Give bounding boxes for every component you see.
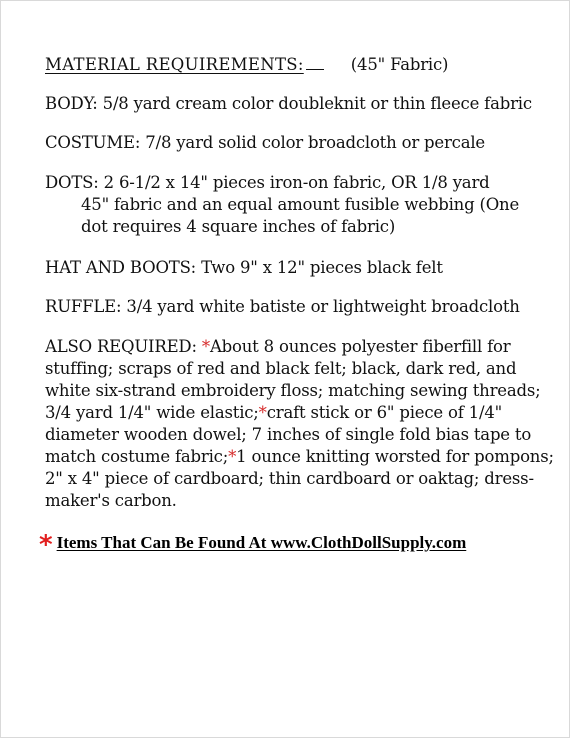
also-line-7: 2" x 4" piece of cardboard; thin cardboard or oaktag; dress- <box>45 469 534 488</box>
also-line-1 <box>45 336 555 358</box>
supply-marker: * <box>228 447 237 466</box>
supply-footer <box>39 530 559 560</box>
material-requirements-list <box>45 55 555 512</box>
item-body: BODY: 5/8 yard cream color doubleknit or thin fleece fabric <box>45 94 532 113</box>
title-fabric-width: (45" Fabric) <box>350 55 449 74</box>
supply-marker: * <box>258 403 267 422</box>
item-ruffle: RUFFLE: 3/4 yard white batiste or lightweight broadcloth <box>45 297 520 316</box>
title-underline-extension <box>306 55 324 70</box>
dots-line-2: 45" fabric and an equal amount fusible webbing (One <box>81 195 520 214</box>
also-line-5: diameter wooden dowel; 7 inches of single fold bias tape to <box>45 425 532 444</box>
item-dots <box>45 172 555 238</box>
also-required-label: ALSO REQUIRED: <box>45 337 202 356</box>
item-costume: COSTUME: 7/8 yard solid color broadcloth or percale <box>45 133 485 152</box>
also-line-4-text-a: 3/4 yard 1/4" wide elastic; <box>45 403 259 422</box>
item-also-required <box>45 336 555 512</box>
also-line-1-text: About 8 ounces polyester fiberfill for <box>209 337 511 356</box>
also-line-2: stuffing; scraps of red and black felt; black, dark red, and <box>45 359 517 378</box>
dots-line-3: dot requires 4 square inches of fabric) <box>81 217 396 236</box>
also-line-3: white six-strand embroidery floss; matching sewing threads; <box>45 381 541 400</box>
also-line-6-text-b: 1 ounce knitting worsted for pompons; <box>236 447 554 466</box>
also-line-4-text-b: craft stick or 6" piece of 1/4" <box>266 403 503 422</box>
title-text: MATERIAL REQUIREMENTS: <box>45 55 304 74</box>
also-line-6 <box>45 446 555 468</box>
dots-line-1: DOTS: 2 6-1/2 x 14" pieces iron-on fabric, OR 1/8 yard <box>45 173 490 192</box>
also-line-6-text-a: match costume fabric; <box>45 447 229 466</box>
supply-link[interactable]: Items That Can Be Found At www.ClothDollSupply.com <box>56 533 467 552</box>
also-line-4 <box>45 402 555 424</box>
supply-marker: * <box>201 337 210 356</box>
asterisk-icon: * <box>39 530 53 560</box>
section-title <box>45 55 555 74</box>
also-line-8: maker's carbon. <box>45 491 177 510</box>
item-hat-and-boots: HAT AND BOOTS: Two 9" x 12" pieces black felt <box>45 258 443 277</box>
